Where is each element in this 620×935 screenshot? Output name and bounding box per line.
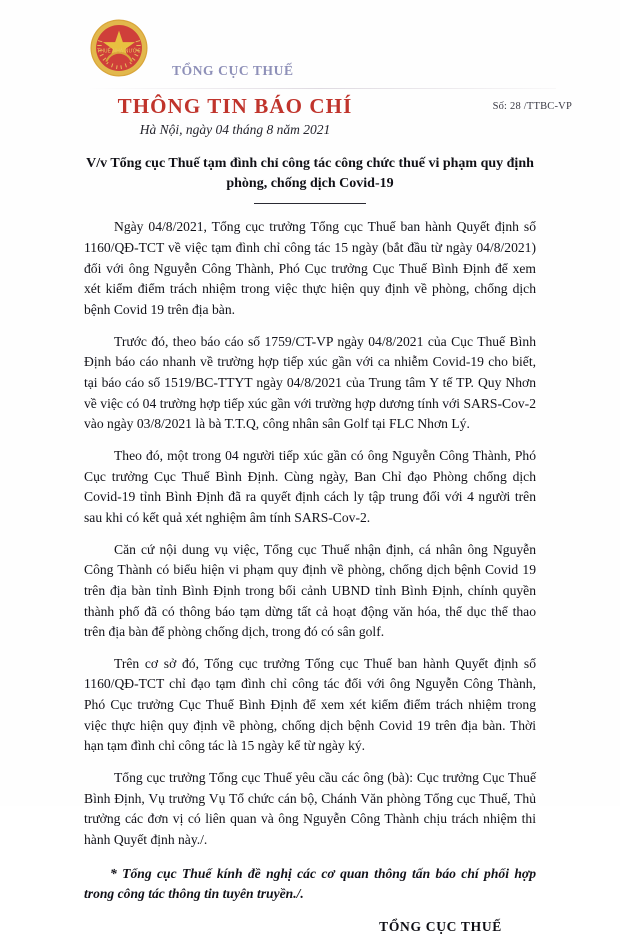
vietnam-national-emblem-icon xyxy=(88,17,150,79)
page-title: THÔNG TIN BÁO CHÍ xyxy=(117,94,353,118)
svg-text:THUẾ NHÀ NƯỚC: THUẾ NHÀ NƯỚC xyxy=(97,48,141,55)
title-block xyxy=(0,92,620,148)
body-paragraph: Theo đó, một trong 04 người tiếp xúc gần có ông Nguyễn Công Thành, Phó Cục trưởng Cục Thuế Bình Định. Cùng ngày, Ban Chỉ đạo Phòng chống dịch Covid-19 tỉnh Bình Định đã ra quyết định cách ly tập trung đối với 4 người trên sau khi có kết quả xét nghiệm âm tính SARS-Cov-2. xyxy=(84,447,536,525)
body-paragraph: Căn cứ nội dung vụ việc, Tổng cục Thuế nhận định, cá nhân ông Nguyễn Công Thành có biểu hiện vi phạm quy định về phòng, chống dịch bệnh Covid 19 trên địa bàn tỉnh Bình Định trong bối cảnh UBND tỉnh Bình Định, chính quyền thành phố đã có thông báo tạm dừng tất cả hoạt động văn hóa, thể dục thể thao trên địa bàn để phòng chống dịch, trong đó có sân golf. xyxy=(84,541,536,640)
letterhead xyxy=(0,0,620,92)
body-paragraph: Ngày 04/8/2021, Tổng cục trưởng Tổng cục Thuế ban hành Quyết định số 1160/QĐ-TCT về việc tạm đình chỉ công tác 15 ngày (bắt đầu từ ngày 04/8/2021) đối với ông Nguyễn Công Thành, Phó Cục trưởng Cục Thuế Bình Định để xem xét kiểm điểm trách nhiệm trong việc thực hiện quy định về phòng, chống dịch bệnh Covid 19 trên địa bàn. xyxy=(84,219,536,317)
subject-line: V/v Tổng cục Thuế tạm đình chỉ công tác công chức thuế vi phạm quy định phòng, chống dịch Covid-19 xyxy=(86,156,534,191)
place-and-date: Hà Nội, ngày 04 tháng 8 năm 2021 xyxy=(139,122,331,137)
document-number: Số: 28 /TTBC-VP xyxy=(492,101,572,112)
subject-divider xyxy=(254,203,366,205)
body-paragraph: Trên cơ sở đó, Tổng cục trưởng Tổng cục Thuế ban hành Quyết định số 1160/QĐ-TCT chỉ đạo tạm đình chỉ công tác đối với ông Nguyễn Công Thành, Phó Cục trưởng Cục Thuế Bình Định để xem xét kiểm điểm trách nhiệm trong việc thực hiện quy định về phòng, chống dịch bệnh Covid 19 trên địa bàn. Thời hạn tạm đình chỉ công tác là 15 ngày kể từ ngày ký. xyxy=(84,655,536,754)
letterhead-divider xyxy=(86,88,556,89)
agency-name: TỔNG CỤC THUẾ xyxy=(172,63,294,78)
body-paragraph: Tổng cục trưởng Tổng cục Thuế yêu cầu các ông (bà): Cục trưởng Cục Thuế Bình Định, Vụ trưởng Vụ Tổ chức cán bộ, Chánh Văn phòng Tổng cục Thuế, Thủ trưởng các đơn vị có liên quan và ông Nguyễn Công Thành chịu trách nhiệm thi hành Quyết định này./. xyxy=(84,770,536,848)
body-paragraph: Trước đó, theo báo cáo số 1759/CT-VP ngày 04/8/2021 của Cục Thuế Bình Định báo cáo nhanh về trường hợp tiếp xúc gần với ca nhiễm Covid-19 cho biết, tại báo cáo số 1519/BC-TTYT ngày 04/8/2021 của Trung tâm Y tế TP. Quy Nhơn về việc có 04 trường hợp tiếp xúc gần với trường hợp dương tính với SARS-Cov-2 vào ngày 03/8/2021 là bà T.T.Q, công nhân sân Golf tại FLC Nhơn Lý. xyxy=(84,333,536,432)
document-body xyxy=(84,217,536,905)
signature-block: TỔNG CỤC THUẾ xyxy=(379,919,502,935)
closing-note: * Tổng cục Thuế kính đề nghị các cơ quan thông tấn báo chí phối hợp trong công tác thông tin tuyên truyền./. xyxy=(84,865,536,902)
